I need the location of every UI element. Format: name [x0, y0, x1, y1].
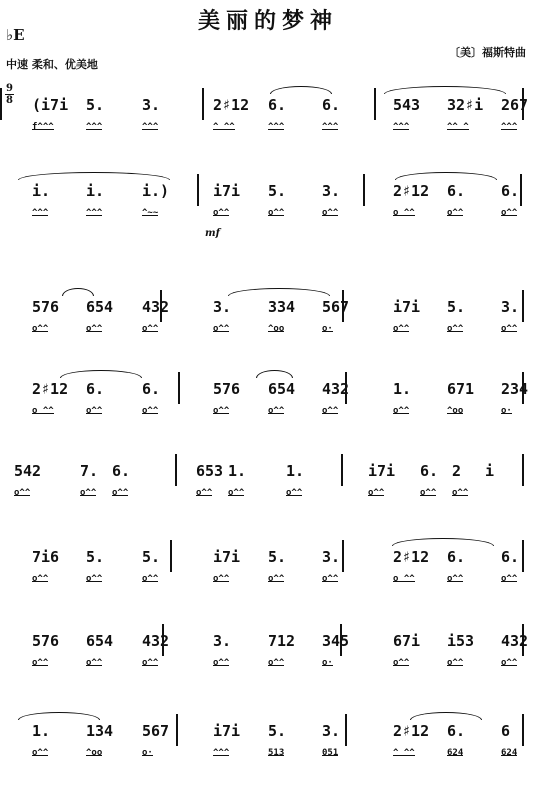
bowing-mark: ^oo: [86, 748, 103, 758]
bowing-mark: o^^: [501, 658, 518, 668]
note-group: 6.: [447, 722, 466, 740]
note-group: 5.: [447, 298, 466, 316]
bowing-mark: o^^: [368, 488, 385, 498]
bowing-mark: o^^: [112, 488, 129, 498]
note-group: 5.: [142, 548, 161, 566]
note-group: 576: [32, 632, 60, 650]
bowing-mark: o^^: [142, 574, 159, 584]
bowing-mark: o^^: [420, 488, 437, 498]
note-group: 2♯12: [393, 548, 430, 566]
bowing-mark: o^^: [501, 324, 518, 334]
bowing-mark: ^^^: [268, 122, 285, 132]
note-group: 6: [501, 722, 511, 740]
note-group: 6.: [142, 380, 161, 398]
bowing-mark: o^^: [501, 574, 518, 584]
note-group: 567: [142, 722, 170, 740]
bowing-mark: o^^: [80, 488, 97, 498]
note-group: 7i6: [32, 548, 60, 566]
bowing-mark: ^~~: [142, 208, 159, 218]
note-group: 653: [196, 462, 224, 480]
bowing-mark: o^^: [86, 658, 103, 668]
bar-line: [522, 540, 524, 572]
note-group: 5.: [86, 96, 105, 114]
bowing-mark: o^^: [213, 208, 230, 218]
note-group: 3.: [322, 548, 341, 566]
bar-line: [342, 540, 344, 572]
note-group: i7i: [368, 462, 396, 480]
bowing-mark: ^^^: [322, 122, 339, 132]
slur-arc: [62, 288, 94, 296]
bowing-mark: f^^^: [32, 122, 54, 132]
note-group: 6.: [447, 182, 466, 200]
score-row-4: [0, 372, 536, 442]
note-group: i7i: [213, 722, 241, 740]
note-group: 5.: [86, 548, 105, 566]
bowing-mark: 051: [322, 748, 339, 758]
score-row-6: [0, 540, 536, 610]
composer-credit: 〔美〕福斯特曲: [449, 46, 526, 59]
note-group: 5.: [268, 182, 287, 200]
bar-line: [0, 88, 2, 120]
bowing-mark: ^ ^^: [213, 122, 235, 132]
note-group: i: [485, 462, 495, 480]
slur-arc: [18, 712, 100, 720]
note-group: 5.: [268, 722, 287, 740]
note-group: 6.: [447, 548, 466, 566]
bar-line: [522, 714, 524, 746]
note-group: i.): [142, 182, 170, 200]
bowing-mark: o^^: [142, 658, 159, 668]
bar-line: [345, 714, 347, 746]
note-group: 134: [86, 722, 114, 740]
bar-line: [341, 454, 343, 486]
bowing-mark: o ^^: [393, 208, 415, 218]
bowing-mark: 624: [447, 748, 464, 758]
note-group: 334: [268, 298, 296, 316]
note-group: 2♯12: [393, 182, 430, 200]
note-group: 543: [393, 96, 421, 114]
bowing-mark: o^^: [452, 488, 469, 498]
bar-line: [176, 714, 178, 746]
note-group: 3.: [501, 298, 520, 316]
bar-line: [520, 174, 522, 206]
note-group: 267: [501, 96, 529, 114]
bowing-mark: ^^ ^: [447, 122, 469, 132]
bowing-mark: o^^: [32, 574, 49, 584]
score-row-2: [0, 174, 536, 244]
bowing-mark: o^^: [268, 574, 285, 584]
note-group: 3.: [142, 96, 161, 114]
note-group: 2: [452, 462, 462, 480]
note-group: 1.: [228, 462, 247, 480]
key-signature: ♭E: [6, 26, 25, 44]
bowing-mark: o^^: [213, 574, 230, 584]
note-group: 6.: [322, 96, 341, 114]
note-group: i7i: [393, 298, 421, 316]
bar-line: [178, 372, 180, 404]
bowing-mark: o^^: [393, 658, 410, 668]
slur-arc: [256, 370, 293, 378]
note-group: 654: [86, 632, 114, 650]
bowing-mark: o^^: [142, 324, 159, 334]
slur-arc: [384, 86, 506, 94]
note-group: 2♯12: [32, 380, 69, 398]
bowing-mark: ^^^: [213, 748, 230, 758]
note-group: 712: [268, 632, 296, 650]
bowing-mark: o^^: [213, 324, 230, 334]
score-row-5: [0, 454, 536, 524]
note-group: 1.: [286, 462, 305, 480]
note-group: 576: [213, 380, 241, 398]
slur-arc: [60, 370, 142, 378]
note-group: 32♯i: [447, 96, 484, 114]
score-row-8: [0, 714, 536, 784]
note-group: 542: [14, 462, 42, 480]
bowing-mark: o^^: [322, 574, 339, 584]
bar-line: [374, 88, 376, 120]
note-group: (i7i: [32, 96, 69, 114]
bowing-mark: o^^: [447, 324, 464, 334]
bowing-mark: 624: [501, 748, 518, 758]
note-group: 654: [86, 298, 114, 316]
note-group: i.: [86, 182, 105, 200]
note-group: i.: [32, 182, 51, 200]
bowing-mark: o^^: [86, 574, 103, 584]
note-group: 2♯12: [393, 722, 430, 740]
slur-arc: [18, 172, 170, 180]
score-row-7: [0, 624, 536, 694]
note-group: 671: [447, 380, 475, 398]
note-group: 432: [142, 298, 170, 316]
bowing-mark: o^^: [501, 208, 518, 218]
note-group: 2♯12: [213, 96, 250, 114]
note-group: 3.: [213, 298, 232, 316]
dynamic-mark: mf: [205, 228, 220, 239]
bowing-mark: 513: [268, 748, 285, 758]
note-group: i7i: [213, 548, 241, 566]
note-group: 1.: [32, 722, 51, 740]
bar-line: [175, 454, 177, 486]
bar-line: [522, 454, 524, 486]
bowing-mark: o^^: [447, 574, 464, 584]
bar-line: [197, 174, 199, 206]
bowing-mark: o ^^: [32, 406, 54, 416]
bowing-mark: o^^: [14, 488, 31, 498]
bowing-mark: o ^^: [393, 574, 415, 584]
bowing-mark: o^^: [322, 406, 339, 416]
note-group: 432: [501, 632, 529, 650]
bowing-mark: o^^: [86, 324, 103, 334]
note-group: 3.: [213, 632, 232, 650]
note-group: 432: [142, 632, 170, 650]
note-group: 6.: [501, 548, 520, 566]
bowing-mark: o·: [322, 324, 333, 334]
bowing-mark: ^oo: [447, 406, 464, 416]
slur-arc: [270, 86, 332, 94]
note-group: 234: [501, 380, 529, 398]
page-title: 美丽的梦神: [197, 9, 338, 34]
note-group: 5.: [268, 548, 287, 566]
bowing-mark: o^^: [32, 658, 49, 668]
bowing-mark: ^^^: [501, 122, 518, 132]
note-group: 6.: [501, 182, 520, 200]
bowing-mark: o^^: [213, 406, 230, 416]
bar-line: [202, 88, 204, 120]
bar-line: [363, 174, 365, 206]
note-group: 1.: [393, 380, 412, 398]
bowing-mark: o^^: [32, 748, 49, 758]
note-group: 3.: [322, 182, 341, 200]
slur-arc: [392, 538, 494, 546]
bar-line: [522, 290, 524, 322]
bowing-mark: o^^: [86, 406, 103, 416]
bowing-mark: o^^: [322, 208, 339, 218]
bowing-mark: o^^: [393, 324, 410, 334]
note-group: 3.: [322, 722, 341, 740]
meter-top: 9: [6, 83, 13, 94]
note-group: i53: [447, 632, 475, 650]
note-group: 654: [268, 380, 296, 398]
bowing-mark: ^^^: [86, 122, 103, 132]
bar-line: [170, 540, 172, 572]
slur-arc: [228, 288, 330, 296]
bowing-mark: o^^: [228, 488, 245, 498]
bowing-mark: o^^: [286, 488, 303, 498]
bowing-mark: ^oo: [268, 324, 285, 334]
note-group: i7i: [213, 182, 241, 200]
bowing-mark: o^^: [268, 208, 285, 218]
tempo-marking: 中速 柔和、优美地: [6, 58, 98, 71]
bowing-mark: o·: [142, 748, 153, 758]
note-group: 7.: [80, 462, 99, 480]
bowing-mark: o^^: [393, 406, 410, 416]
note-group: 6.: [420, 462, 439, 480]
bowing-mark: ^ ^^: [393, 748, 415, 758]
bowing-mark: o^^: [268, 406, 285, 416]
slur-arc: [410, 712, 482, 720]
bowing-mark: o^^: [447, 658, 464, 668]
bowing-mark: ^^^: [142, 122, 159, 132]
note-group: 6.: [112, 462, 131, 480]
score-row-1: [0, 88, 536, 158]
bowing-mark: o^^: [447, 208, 464, 218]
bowing-mark: o^^: [142, 406, 159, 416]
note-group: 432: [322, 380, 350, 398]
note-group: 6.: [268, 96, 287, 114]
note-group: 567: [322, 298, 350, 316]
note-group: 345: [322, 632, 350, 650]
bowing-mark: o^^: [268, 658, 285, 668]
bowing-mark: o^^: [196, 488, 213, 498]
note-group: 576: [32, 298, 60, 316]
bowing-mark: ^^^: [86, 208, 103, 218]
bowing-mark: ^^^: [393, 122, 410, 132]
score-row-3: [0, 290, 536, 360]
bowing-mark: o^^: [213, 658, 230, 668]
note-group: 67i: [393, 632, 421, 650]
meter-bottom: 8: [6, 95, 13, 106]
note-group: 6.: [86, 380, 105, 398]
bowing-mark: o·: [501, 406, 512, 416]
bowing-mark: o^^: [32, 324, 49, 334]
slur-arc: [395, 172, 497, 180]
bowing-mark: ^^^: [32, 208, 49, 218]
bowing-mark: o·: [322, 658, 333, 668]
